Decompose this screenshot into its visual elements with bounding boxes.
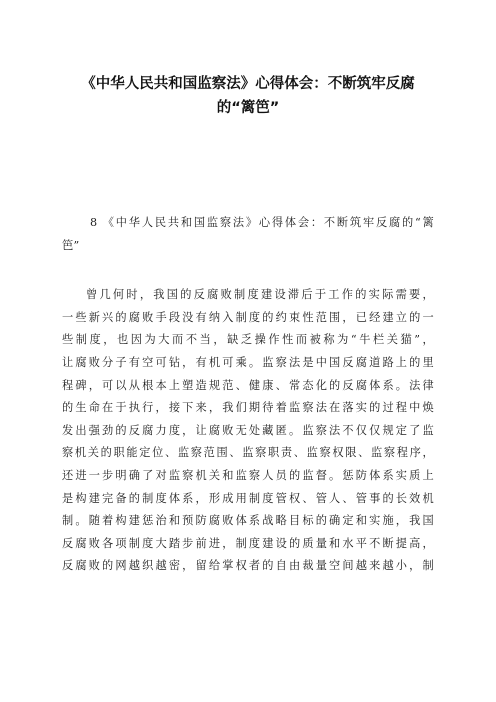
paragraph-line: 察机关的职能定位、监察范围、监察职责、监察权限、监察程序， (62, 446, 434, 460)
title-line-1: 《中华人民共和国监察法》心得体会：不断筑牢反腐 (81, 76, 415, 92)
paragraph-line: 还进一步明确了对监察机关和监察人员的监督。惩防体系实质上 (62, 468, 434, 482)
paragraph-line: 些制度，也因为大而不当，缺乏操作性而被称为“牛栏关猫”， (62, 333, 434, 347)
paragraph-line: 让腐败分子有空可钻，有机可乘。监察法是中国反腐道路上的里 (62, 355, 434, 369)
paragraph-line: 反腐败各项制度大踏步前进，制度建设的质量和水平不断提高， (62, 536, 434, 550)
subheading-line: 笆” (62, 238, 80, 252)
paragraph-line: 是构建完备的制度体系，形成用制度管权、管人、管事的长效机 (62, 491, 434, 505)
paragraph-line: 的生命在于执行，接下来，我们期待着监察法在落实的过程中焕 (62, 401, 434, 415)
paragraph-line: 反腐败的网越织越密，留给掌权者的自由裁量空间越来越小，制 (62, 559, 434, 573)
subheading-line: 8 《中华人民共和国监察法》心得体会：不断筑牢反腐的“篱 (90, 216, 434, 229)
title-line-2: 的“篱笆” (216, 100, 280, 116)
paragraph-line: 制。随着构建惩治和预防腐败体系战略目标的确定和实施，我国 (62, 514, 434, 528)
body-paragraph (62, 284, 434, 578)
document-title (60, 72, 436, 120)
paragraph-line: 曾几何时，我国的反腐败制度建设滞后于工作的实际需要， (86, 288, 434, 302)
paragraph-line: 发出强劲的反腐力度，让腐败无处藏匿。监察法不仅仅规定了监 (62, 423, 434, 437)
paragraph-line: 程碑，可以从根本上塑造规范、健康、常态化的反腐体系。法律 (62, 378, 434, 392)
document-body (62, 212, 434, 578)
paragraph-line: 一些新兴的腐败手段没有纳入制度的约束性范围，已经建立的一 (62, 310, 434, 324)
subheading-paragraph (62, 212, 434, 257)
